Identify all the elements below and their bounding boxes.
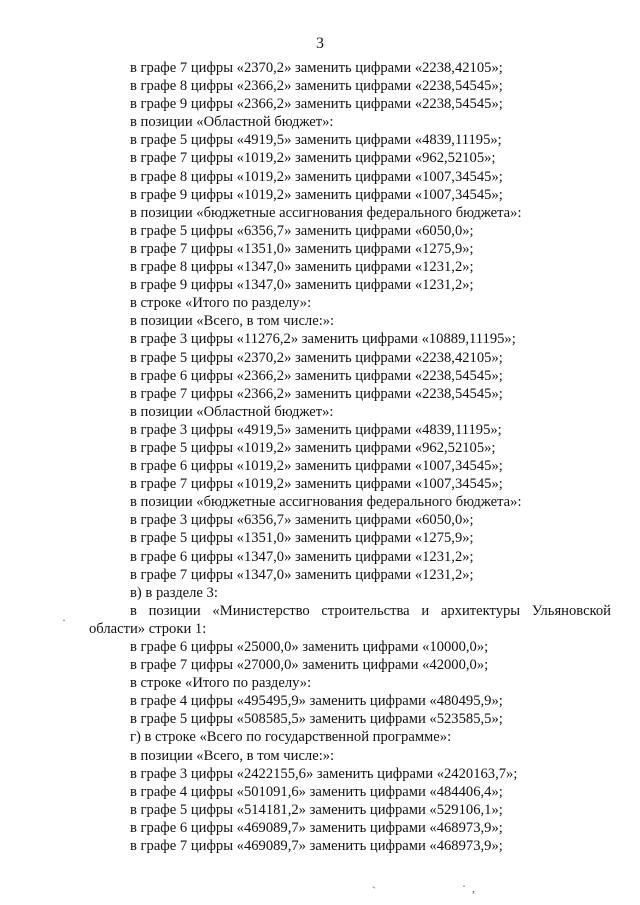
document-line: в графе 6 цифры «469089,7» заменить цифрами «468973,9»; [130, 819, 503, 836]
document-line: в графе 3 цифры «2422155,6» заменить цифрами «2420163,7»; [130, 765, 518, 782]
scan-speck: · [462, 879, 466, 893]
document-line: в строке «Итого по разделу»: [130, 675, 312, 692]
document-line: в графе 7 цифры «27000,0» заменить цифрами «42000,0»; [130, 657, 489, 674]
document-line: в графе 7 цифры «469089,7» заменить цифрами «468973,9»; [130, 838, 503, 855]
document-line: в позиции «бюджетные ассигнования федерального бюджета»: [130, 494, 522, 511]
document-line: в графе 6 цифры «1019,2» заменить цифрами «1007,34545»; [130, 458, 503, 475]
document-line: в графе 6 цифры «2366,2» заменить цифрами «2238,54545»; [130, 367, 503, 384]
document-line: в графе 5 цифры «1351,0» заменить цифрами «1275,9»; [130, 530, 474, 547]
document-line: в строке «Итого по разделу»: [130, 295, 312, 312]
document-line: г) в строке «Всего по государственной программе»: [130, 729, 452, 746]
page-number: 3 [316, 35, 324, 52]
document-line: в графе 7 цифры «1019,2» заменить цифрами «962,52105»; [130, 150, 496, 167]
document-line: в графе 9 цифры «2366,2» заменить цифрами «2238,54545»; [130, 96, 503, 113]
document-line: в графе 7 цифры «1347,0» заменить цифрами «1231,2»; [130, 566, 474, 583]
document-line: в графе 6 цифры «1347,0» заменить цифрами «1231,2»; [130, 548, 474, 565]
document-line: в графе 3 цифры «4919,5» заменить цифрами «4839,11195»; [130, 421, 502, 438]
document-line: в графе 5 цифры «1019,2» заменить цифрами «962,52105»; [130, 439, 496, 456]
scan-speck: , [472, 881, 475, 895]
document-line: в графе 3 цифры «11276,2» заменить цифрами «10889,11195»; [130, 331, 516, 348]
scan-speck: ˎ [372, 875, 376, 889]
document-line: области» строки 1: [89, 620, 207, 637]
document-line: в позиции «бюджетные ассигнования федерального бюджета»: [130, 204, 522, 221]
document-line: в графе 7 цифры «2370,2» заменить цифрами «2238,42105»; [130, 60, 503, 76]
document-line: в позиции «Областной бюджет»: [130, 114, 334, 131]
scan-speck: · [62, 613, 66, 627]
document-line: в графе 7 цифры «2366,2» заменить цифрами «2238,54545»; [130, 385, 503, 402]
document-line: в графе 8 цифры «1347,0» заменить цифрами «1231,2»; [130, 259, 474, 276]
document-line: в позиции «Всего, в том числе:»: [130, 313, 335, 330]
document-line: в графе 5 цифры «514181,2» заменить цифрами «529106,1»; [130, 801, 503, 818]
document-line: в позиции «Областной бюджет»: [130, 403, 334, 420]
document-line: в графе 7 цифры «1019,2» заменить цифрами «1007,34545»; [130, 476, 503, 493]
document-line: в графе 5 цифры «2370,2» заменить цифрами «2238,42105»; [130, 349, 503, 366]
document-line: в графе 6 цифры «25000,0» заменить цифрами «10000,0»; [130, 639, 489, 655]
document-line: в графе 5 цифры «4919,5» заменить цифрами «4839,11195»; [130, 132, 502, 149]
document-line: в позиции «Министерство строительства и архитектуры Ульяновской [130, 602, 611, 619]
document-line: в графе 4 цифры «495495,9» заменить цифрами «480495,9»; [130, 693, 503, 710]
document-line: в графе 9 цифры «1347,0» заменить цифрами «1231,2»; [130, 277, 474, 294]
document-body [0, 59, 640, 855]
document-line: в графе 5 цифры «508585,5» заменить цифрами «523585,5»; [130, 711, 503, 728]
document-line: в позиции «Всего, в том числе:»: [130, 747, 335, 764]
document-line: в) в разделе 3: [130, 584, 218, 601]
document-line: в графе 5 цифры «6356,7» заменить цифрами «6050,0»; [130, 222, 474, 239]
document-line: в графе 9 цифры «1019,2» заменить цифрами «1007,34545»; [130, 186, 503, 203]
document-line: в графе 4 цифры «501091,6» заменить цифрами «484406,4»; [130, 783, 503, 800]
document-line: в графе 7 цифры «1351,0» заменить цифрами «1275,9»; [130, 240, 474, 257]
document-line: в графе 8 цифры «1019,2» заменить цифрами «1007,34545»; [130, 168, 503, 185]
document-line: в графе 3 цифры «6356,7» заменить цифрами «6050,0»; [130, 512, 474, 529]
document-line: в графе 8 цифры «2366,2» заменить цифрами «2238,54545»; [130, 78, 503, 95]
